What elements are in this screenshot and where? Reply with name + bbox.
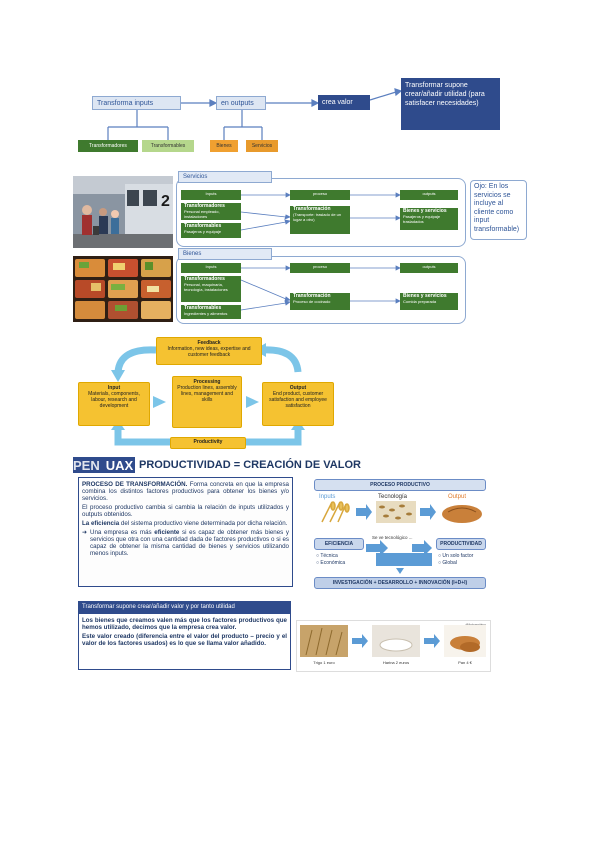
flow-inputs-label: Transforma inputs <box>97 99 154 107</box>
text1-p2: El proceso productivo cambia si cambia la relación de inputs utilizados y outputs obtenidos. <box>82 504 289 518</box>
bienes-transformables: Transformables Ingredientes y alimentos <box>181 305 241 319</box>
text1-p3: La eficiencia del sistema productivo viene determinada por dicha relación. <box>82 520 288 527</box>
banner-title: PRODUCTIVIDAD = CREACIÓN DE VALOR <box>139 459 361 471</box>
flow-note-text: Transformar supone crear/añadir utilidad (para satisfacer necesidades) <box>405 82 485 107</box>
flow-outputs-label: en outputs <box>221 99 254 107</box>
bienes-transformadores: Transformadores Personal, maquinaria, tecnología, instalaciones <box>181 276 241 302</box>
cycle-feedback-box: Feedback Information, new ideas, expertise and customer feedback <box>156 337 262 365</box>
bienes-transformacion: Transformación Proceso de cocinado <box>290 293 350 310</box>
servicios-transformables: Transformables Pasajeros y equipaje <box>181 223 241 238</box>
proceso-output-label: Output <box>448 494 467 500</box>
text1-p4: ➜ Una empresa es más eficiente si es capaz de obtener más bienes y servicios que otra con una cantidad dada de factores productivos o si es capaz de obtener la misma cantidad de bienes y servicios utilizando menos inputs. <box>82 529 289 557</box>
eficiencia-list: ○ Técnica ○ Económica <box>316 553 346 566</box>
bread-label-pan: Pan 4 € <box>458 660 472 665</box>
proceso-idi: INVESTIGACIÓN + DESARROLLO + INNOVACIÓN (I+D+I) <box>314 577 486 589</box>
cycle-productivity-box: Productivity <box>170 437 246 449</box>
proceso-tecnologia-label: Tecnología <box>378 494 408 500</box>
text2-p2: Este valor creado (diferencia entre el valor del producto – precio y el valor de los factores usados) es lo que se llama valor añadido. <box>82 633 287 647</box>
bienes-outputs: outputs <box>400 263 458 273</box>
servicios-proceso: proceso <box>290 190 350 200</box>
proceso-inputs-label: Inputs <box>319 494 336 500</box>
svg-text:2: 2 <box>161 193 170 210</box>
proceso-eficiencia: EFICIENCIA <box>314 538 364 550</box>
cycle-input-box: Input Materials, components, labour, research and development <box>78 382 150 426</box>
tag-transformables: Transformables <box>142 140 194 152</box>
proceso-middle-text: Se ve tecnológico ... <box>372 535 413 540</box>
proceso-title: PROCESO PRODUCTIVO <box>314 479 486 491</box>
text2-p1: Los bienes que creamos valen más que los factores productivos que hemos utilizado, decimos que la empresa crea valor. <box>82 617 287 631</box>
arrow-bullet-icon: ➜ <box>82 529 88 536</box>
servicios-outputs: outputs <box>400 190 458 200</box>
bienes-inputs: Inputs <box>181 263 241 273</box>
servicios-bienes-servicios: Bienes y servicios Pasajeros y equipaje trasladados <box>400 208 458 230</box>
proceso-productividad: PRODUCTIVIDAD <box>436 538 486 550</box>
bread-label-harina: Harina 2 euros <box>382 660 410 665</box>
servicios-inputs: Inputs <box>181 190 241 200</box>
bienes-proceso: proceso <box>290 263 350 273</box>
bread-label-trigo: Trigo 1 euro <box>313 660 335 665</box>
text1-p1: PROCESO DE TRANSFORMACIÓN. Forma concreta en que la empresa combina los distintos factores productivos para obtener los bienes y/o servicios. <box>82 481 289 502</box>
bienes-bienes-servicios: Bienes y servicios Comida preparada <box>400 293 458 310</box>
tag-transformadores: Transformadores <box>78 140 138 152</box>
servicios-transformacion: Transformación (Transporte: traslado de un lugar a otro) <box>290 206 350 234</box>
tag-servicios: Servicios <box>246 140 278 152</box>
text2-bar: Transformar supone crear/añadir valor y por tanto utilidad <box>78 601 291 613</box>
cycle-output-box: Output End product, customer satisfaction and employee satisfaction <box>262 382 334 426</box>
uax-logo: PEN UAX <box>73 457 134 473</box>
cycle-processing-box: Processing Production lines, assembly lines, management and skills <box>172 376 242 428</box>
flow-value-label: crea valor <box>322 99 353 106</box>
servicios-transformadores: Transformadores Personal empleado, instalaciones <box>181 203 241 220</box>
bienes-header: Bienes <box>178 248 272 260</box>
tag-bienes: Bienes <box>210 140 238 152</box>
servicios-header: Servicios <box>178 171 272 183</box>
servicios-note: Ojo: En los servicios se incluye al cliente como input transformable) <box>470 180 527 240</box>
productividad-list: ○ Un solo factor ○ Global <box>438 553 474 566</box>
